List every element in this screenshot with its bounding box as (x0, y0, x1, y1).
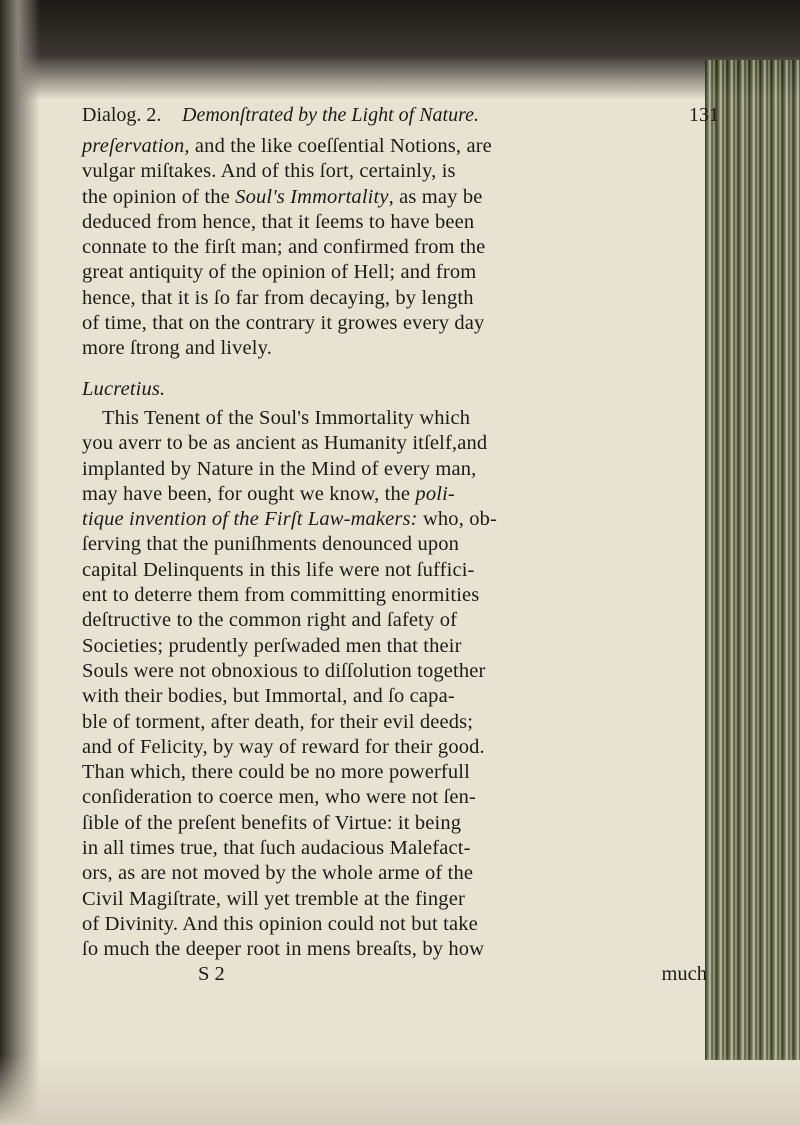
text-line (82, 836, 707, 861)
roman-text: implanted by Nature in the Mind of every man, (82, 457, 477, 480)
roman-text: conſideration to coerce men, who were not ſen- (82, 786, 476, 809)
text-line (82, 159, 707, 184)
book-fore-edge (705, 60, 800, 1060)
roman-text: of time, that on the contrary it growes every day (82, 312, 485, 335)
roman-text: the opinion of the (82, 185, 236, 208)
text-line (82, 260, 707, 285)
text-line (82, 558, 707, 583)
text-line (82, 431, 707, 456)
text-line (82, 937, 707, 962)
text-line (82, 185, 707, 210)
roman-text: and the like coeſſential Notions, are (189, 135, 492, 157)
roman-text: connate to the firſt man; and confirmed from the (82, 236, 486, 259)
roman-text: in all times true, that ſuch audacious Malefact- (82, 837, 471, 860)
roman-text: ſerving that the puniſhments denounced upon (82, 533, 460, 556)
roman-text: Than which, there could be no more powerfull (82, 761, 471, 784)
book-page (82, 104, 719, 989)
text-line (82, 134, 707, 159)
roman-text: great antiquity of the opinion of Hell; and from (82, 261, 477, 284)
roman-text: and of Felicity, by way of reward for their good. (82, 735, 485, 758)
text-line (82, 311, 707, 336)
text-line (82, 482, 707, 507)
text-line (82, 634, 707, 659)
page-number: 131 (689, 104, 719, 126)
roman-text: ors, as are not moved by the whole arme of the (82, 862, 474, 885)
text-line (82, 507, 707, 532)
text-line (82, 659, 707, 684)
text-line (82, 235, 707, 260)
text-line (82, 336, 707, 361)
roman-text: you averr to be as ancient as Humanity itſelf,and (82, 432, 488, 455)
text-line (82, 406, 707, 431)
roman-text: capital Delinquents in this life were not ſuffici- (82, 558, 475, 581)
roman-text: may have been, for ought we know, the (82, 482, 416, 505)
roman-text: Societies; prudently perſwaded men that their (82, 634, 462, 657)
roman-text: deſtructive to the common right and ſafety of (82, 609, 458, 632)
running-head (82, 104, 719, 134)
signature-mark: S 2 (198, 962, 225, 985)
text-line (82, 710, 707, 735)
text-line (82, 583, 707, 608)
text-line (82, 457, 707, 482)
italic-text: tique invention of the Firſt Law-makers: (82, 508, 418, 531)
page-bottom-fade (0, 1055, 800, 1125)
roman-text: ble of torment, after death, for their evil deeds; (82, 710, 474, 733)
roman-text: who, ob- (417, 508, 498, 531)
italic-text: Soul's Immortality (235, 185, 389, 208)
text-line (82, 608, 707, 633)
dialog-label: Dialog. 2. (82, 104, 162, 126)
roman-text: ſible of the preſent benefits of Virtue: it being (82, 811, 462, 834)
text-line (82, 861, 707, 886)
speaker-heading: Lucretius. (82, 377, 166, 400)
text-line (82, 532, 707, 557)
roman-text: This Tenent of the Soul's Immortality which (102, 406, 471, 429)
italic-text: preſervation, (82, 135, 190, 157)
gutter-shadow (0, 0, 40, 1125)
roman-text: with their bodies, but Immortal, and ſo capa- (82, 685, 455, 708)
paragraph-1 (82, 134, 707, 362)
roman-text: deduced from hence, that it ſeems to have been (82, 210, 475, 233)
text-line (82, 684, 707, 709)
catchword: much (661, 962, 707, 985)
text-line (82, 785, 707, 810)
page-top-shadow (0, 0, 800, 100)
roman-text: , as may be (388, 185, 483, 208)
paragraph-2 (82, 406, 707, 963)
text-line (82, 286, 707, 311)
running-title: Demonſtrated by the Light of Nature. (182, 104, 480, 126)
roman-text: Souls were not obnoxious to diſſolution together (82, 659, 486, 682)
roman-text: ſo much the deeper root in mens breaſts, by how (82, 938, 485, 961)
text-line (82, 912, 707, 937)
text-line (82, 735, 707, 760)
text-line (82, 210, 707, 235)
roman-text: hence, that it is ſo far from decaying, by length (82, 286, 474, 309)
text-line (82, 811, 707, 836)
roman-text: more ſtrong and lively. (82, 337, 272, 360)
italic-text: poli- (415, 482, 455, 505)
roman-text: of Divinity. And this opinion could not but take (82, 912, 478, 935)
text-line (82, 887, 707, 912)
roman-text: ent to deterre them from committing enormities (82, 584, 480, 607)
text-line (82, 760, 707, 785)
page-footer (82, 963, 707, 989)
roman-text: vulgar miſtakes. And of this ſort, certainly, is (82, 160, 456, 183)
roman-text: Civil Magiſtrate, will yet tremble at the finger (82, 887, 465, 910)
